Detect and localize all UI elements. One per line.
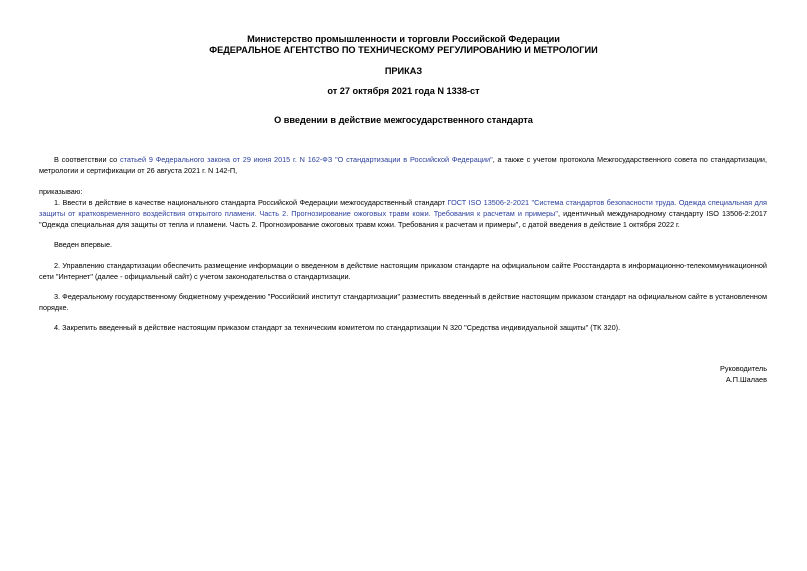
agency-heading: ФЕДЕРАЛЬНОЕ АГЕНТСТВО ПО ТЕХНИЧЕСКОМУ РЕГУЛИРОВАНИЮ И МЕТРОЛОГИИ [209, 45, 598, 55]
document-date-number: от 27 октября 2021 года N 1338-ст [327, 86, 480, 96]
document-type-heading: ПРИКАЗ [384, 66, 423, 76]
item-1-text-end: , идентичный международному стандарту ISO 13506-2:2017 "Одежда специальная для защиты от тепла и пламени. Часть 2. Прогнозирование ожоговых травм кожи. Требования к расчетам и примеры", с датой введения в действие 1 октября 2022 г. [39, 209, 767, 229]
document-subject-title: О введении в действие межгосударственного стандарта [274, 115, 533, 125]
ministry-heading: Министерство промышленности и торговли Российской Федерации [247, 34, 560, 44]
gost-standard-link[interactable]: ГОСТ ISO 13506-2-2021 "Система стандартов безопасности труда. Одежда специальная для защиты от кратковременного воздействия открытого пламени. Часть 2. Прогнозирование ожоговых травм кожи. Требования к расчетам и примеры" [39, 198, 767, 218]
signatory-title: Руководитель [719, 364, 767, 373]
paragraph-order-word: приказываю: [39, 187, 83, 196]
paragraph-preamble [39, 154, 767, 176]
item-1-text-start: 1. Ввести в действие в качестве национального стандарта Российской Федерации межгосударственный стандарт [54, 198, 448, 207]
paragraph-first-introduced: Введен впервые. [54, 240, 113, 249]
paragraph-item-1 [39, 197, 767, 230]
federal-law-link[interactable]: статьей 9 Федерального закона от 29 июня 2015 г. N 162-ФЗ "О стандартизации в Российской Федерации" [119, 155, 493, 164]
paragraph-item-3: 3. Федеральному государственному бюджетному учреждению "Российский институт стандартизации" разместить введенный в действие настоящим приказом стандарт на официальном сайте в установленном порядке. [39, 292, 767, 312]
paragraph-item-4: 4. Закрепить введенный в действие настоящим приказом стандарт за техническим комитетом по стандартизации N 320 "Средства индивидуальной защиты" (ТК 320). [54, 323, 621, 332]
paragraph-item-2: 2. Управлению стандартизации обеспечить размещение информации о введенном в действие настоящим приказом стандарте на официальном сайте Росстандарта в информационно-телекоммуникационной сети "Интернет" (далее - официальный сайт) с учетом законодательства о стандартизации. [39, 261, 767, 281]
preamble-text-end: , а также с учетом протокола Межгосударственного совета по стандартизации, метрологии и сертификации от 26 августа 2021 г. N 142-П, [39, 155, 768, 175]
signatory-name: А.П.Шалаев [725, 375, 767, 384]
preamble-text-start: В соответствии со [54, 155, 120, 164]
